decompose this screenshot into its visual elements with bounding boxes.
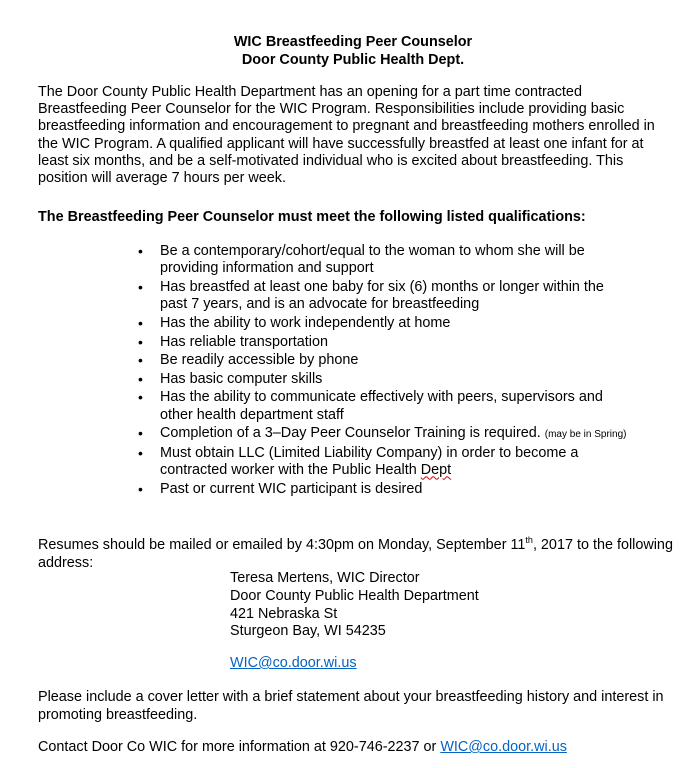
address-line: Door County Public Health Department <box>230 587 479 604</box>
page-title: WIC Breastfeeding Peer Counselor <box>233 34 473 50</box>
resumes-text-tail: , 2017 to the following address: <box>38 537 673 571</box>
bullet-icon: • <box>138 315 143 331</box>
bullet-icon: • <box>138 243 143 259</box>
bullet-icon: • <box>138 480 143 497</box>
address-line: Sturgeon Bay, WI 54235 <box>230 623 386 640</box>
list-item-text: Be readily accessible by phone <box>160 352 359 369</box>
intro-paragraph: The Door County Public Health Department has an opening for a part time contracted Breastfeeding Peer Counselor for the WIC Program. Responsibilities include providing basic breastfeeding information and encouragement to pregnant and breastfeeding mothers enrolled in the WIC Program. A qualified applicant will have successfully breastfed at least one infant for at least six months, and be a self-motivated individual who is excited about breastfeeding. This position will average 7 hours per week. <box>38 84 655 187</box>
cover-letter-paragraph: Please include a cover letter with a brief statement about your breastfeeding history and interest in promoting breastfeeding. <box>38 689 664 723</box>
list-item <box>38 352 620 369</box>
spellcheck-word: Dept <box>420 462 452 479</box>
training-note: (may be in Spring) <box>544 429 627 441</box>
address-line: 421 Nebraska St <box>230 605 338 622</box>
contact-email-link[interactable]: WIC@co.door.wi.us <box>440 739 567 755</box>
list-item-text: Completion of a 3–Day Peer Counselor Training is required. <box>160 425 541 442</box>
list-item <box>38 389 620 424</box>
list-item-text: Past or current WIC participant is desired <box>160 480 423 497</box>
address-line: Teresa Mertens, WIC Director <box>230 570 420 586</box>
qualifications-list <box>38 243 678 500</box>
list-item <box>38 334 620 351</box>
bullet-icon: • <box>138 370 143 387</box>
list-item-text: Must obtain LLC (Limited Liability Company) in order to become a contracted worker with the Public Health <box>160 444 579 479</box>
bullet-icon: • <box>138 333 143 350</box>
resumes-paragraph <box>38 536 678 572</box>
list-item <box>38 445 620 480</box>
list-item <box>38 243 620 278</box>
list-item-text: Has reliable transportation <box>160 333 328 350</box>
bullet-icon: • <box>138 279 143 295</box>
list-item <box>38 279 620 314</box>
bullet-icon: • <box>138 444 143 461</box>
date-suffix: th <box>525 535 533 546</box>
list-item-text: Has the ability to work independently at home <box>160 315 451 331</box>
resumes-text: Resumes should be mailed or emailed by 4:30pm on Monday, September 11 <box>38 537 526 553</box>
address-email-link[interactable]: WIC@co.door.wi.us <box>230 655 357 671</box>
page-subtitle: Door County Public Health Dept. <box>241 52 465 68</box>
list-item <box>38 481 620 498</box>
contact-paragraph <box>38 738 678 756</box>
list-item-text: Be a contemporary/cohort/equal to the woman to whom she will be providing information and support <box>160 243 585 277</box>
list-item <box>38 425 680 443</box>
contact-text: Contact Door Co WIC for more information at 920-746-2237 or <box>38 739 441 755</box>
list-item-text: Has basic computer skills <box>160 370 323 387</box>
list-item-text: Has breastfed at least one baby for six (6) months or longer within the past 7 years, and is an advocate for breastfeeding <box>160 279 604 313</box>
list-item-text: Has the ability to communicate effectively with peers, supervisors and other health department staff <box>160 389 603 423</box>
mailing-address <box>230 570 479 641</box>
bullet-icon: • <box>138 425 143 442</box>
bullet-icon: • <box>138 389 143 406</box>
qualifications-heading: The Breastfeeding Peer Counselor must meet the following listed qualifications: <box>38 209 586 225</box>
list-item <box>38 315 620 332</box>
list-item <box>38 371 620 388</box>
bullet-icon: • <box>138 352 143 369</box>
